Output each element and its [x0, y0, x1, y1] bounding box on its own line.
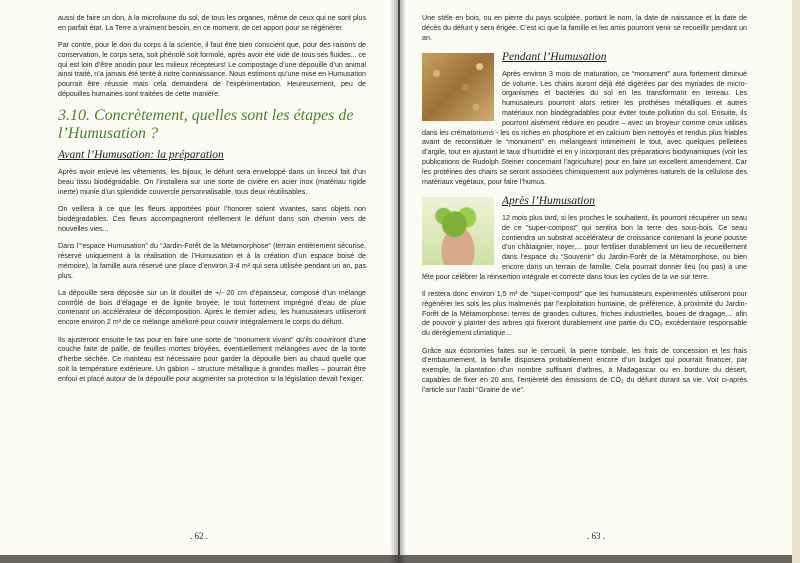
paragraph: aussi de faire un don, à la microfaune du sol, de tous les organes, même de ceux qui ne sont plus en parfait état. La Terre a vraiment besoin, en ce moment, de cet apport pour se régénérer.: [58, 14, 366, 32]
left-page: [0, 0, 398, 555]
section-heading: 3.10. Concrètement, quelles sont les étapes de l’Humusation ?: [58, 107, 354, 143]
wood-chips-photo: [422, 53, 494, 121]
right-text-column: [422, 14, 747, 403]
paragraph: Après avoir enlevé les vêtements, les bijoux, le défunt sera enveloppé dans un linceul fait d’un beau tissu biodégradable. On l’installera sur une sorte de civière en acier inox (matériau rigide inerte) munie d’un splendide couvercle personnalisable, tous deux réutilisables.: [58, 168, 366, 196]
paragraph: Par contre, pour le don du corps à la science, il faut être bien conscient que, pour des raisons de conservation, le corps sera, soit phénolé soit formolé, après avoir été vidé de tous ses fluides... ce qui est loin d’être anodin pour les milieux récepteurs! Le compostage d’une dépouille d’un animal ainsi traité, n’a jamais été tenté à notre connaissance. Nous estimons qu’une mise en Humusation pourrait être réussie mais cela demandera de l’expérimentation. Heureusement, peu de dépouilles humaines sont traitées de cette manière.: [58, 41, 366, 99]
left-text-column: [58, 14, 366, 392]
paragraph: Il restera donc environ 1,5 m³ de “super-compost” que les humusateurs expérimentés utiliseront pour régénérer les sols les plus malmenés par l’exploitation humaine, de préférence, à proximité du Jardin-Forêt de la Métamorphose: terres de grandes cultures, friches industrielles, boues de dragage,... afin de pouvoir y planter des arbres qui fixeront durablement une partie du CO₂ excédentaire responsable du dérèglement climatique...: [422, 290, 747, 338]
book-gutter-shadow: [390, 0, 406, 563]
paragraph: La dépouille sera déposée sur un lit douillet de +/- 20 cm d’épaisseur, composé d’un mélange contrôlé de bois d’élagage et de lignite broyée; le tout fortement imprégné d’eau de pluie contenant un accélérateur de décomposition. Après le dernier adieu, les humusateurs utiliseront encore environ 2 m³ de ce mélange amélioré pour couvrir intégralement le corps du défunt.: [58, 288, 366, 327]
paragraph: Après environ 3 mois de maturation, ce “monument” aura fortement diminué de volume. Les chairs auront déjà été digérées par des myriades de micro-organismes et bactéries du sol en les transformant en terreau. Les humusateurs pourront alors retirer les prothèses métalliques et autres matériaux non biodégradables pour éviter toute pollution du sol. Ensuite, ils pourront aisément réduire en poudre – avec un broyeur comme ceux utilisés dans les crématoriums - les os riches en phosphore et en calcium bien nettoyés et rendus plus friables avant de reconstituer le “monument” en mélangeant intimement le tout, avec quelques pelletées d’argile, tout en ajustant le taux d’humidité et en y incorporant des préparations biodynamiques (voir les publications de Rudolph Steiner concernant l’agriculture) pour en faire un excellent amendement. Car les protéines des chairs se seront associées chimiquement aux polymères naturels de la cellulose des matériaux végétaux, pour faire l’humus.: [422, 69, 747, 186]
paragraph: Grâce aux économies faites sur le cercueil, la pierre tombale, les frais de concession et les frais d’embaumement, la famille disposera probablement encore d’un budget qui pourrait financer, par exemple, la plantation d’un nombre suffisant d’arbres, à Madagascar ou en bordure du désert, capables de fixer en 20 ans, l’entièreté des émissions de CO₂ du défunt durant sa vie. Voir ci-après l’article sur l’asbl “Graine de vie”.: [422, 346, 747, 394]
seedling-in-hands-photo: [422, 197, 494, 265]
subsection-heading: Avant l’Humusation: la préparation: [58, 149, 224, 162]
paragraph: Ils ajusteront ensuite le tas pour en faire une sorte de “monument vivant” qu’ils couvriront d’une couche faite de paille, de feuilles mortes broyées, éventuellement mélangées avec de la tonte d’herbe séchée. Ce manteau est nécessaire pour garder la dépouille bien au chaud quelle que soit la température extérieure. Un gabion – structure métallique à grandes mailles – pourrait être enfoui et placé autour de la dépouille pour augmenter sa protection si la législation devait l’exiger.: [58, 335, 366, 383]
paragraph: 12 mois plus tard, si les proches le souhaitent, ils pourront récupérer un seau de ce “super-compost” qui sentira bon la terre des sous-bois. Ce seau contiendra un substrat accélérateur de croissance contenant la jeune pousse d’un châtaignier, noyer,... pour fertiliser durablement un lieu de recueillement dans l’espace du “Souvenir” du Jardin-Forêt de la Métamorphose, ou bien encore dans un terrain de famille. Cela pourrait donner lieu (ou pas) à une fête pour célébrer la réinsertion intégrale et correcte dans tous les cycles de la vie sur terre.: [422, 213, 747, 281]
right-page: [400, 0, 792, 555]
paragraph: Une stèle en bois, ou en pierre du pays sculptée, portant le nom, la date de naissance et la date de décès du défunt y sera érigée. C’est ici que la famille et les amis pourront venir se recueillir pendant un an.: [422, 14, 747, 42]
page-edges: [792, 0, 800, 563]
paragraph: Dans l’“espace Humusation” du “Jardin-Forêt de la Métamorphose” (terrain entièrement sécurisé, réservé uniquement à la réalisation de l’Humusation et à la création d’un espace boisé de mémoire), la famille aura réservé une place d’environ 3-4 m² qui sera utilisée pendant un an, pas plus.: [58, 242, 366, 280]
subsection-heading: Pendant l’Humusation: [502, 50, 607, 63]
paragraph: On veillera à ce que les fleurs apportées pour l’honorer soient vivantes, sans objets non biodégradables. Ces fleurs accompagneront réellement le défunt dans son chemin vers de nouvelles vies...: [58, 205, 366, 233]
page-number: . 62 .: [190, 531, 208, 541]
subsection-heading: Après l’Humusation: [502, 194, 595, 207]
page-number: . 63 .: [587, 531, 605, 541]
